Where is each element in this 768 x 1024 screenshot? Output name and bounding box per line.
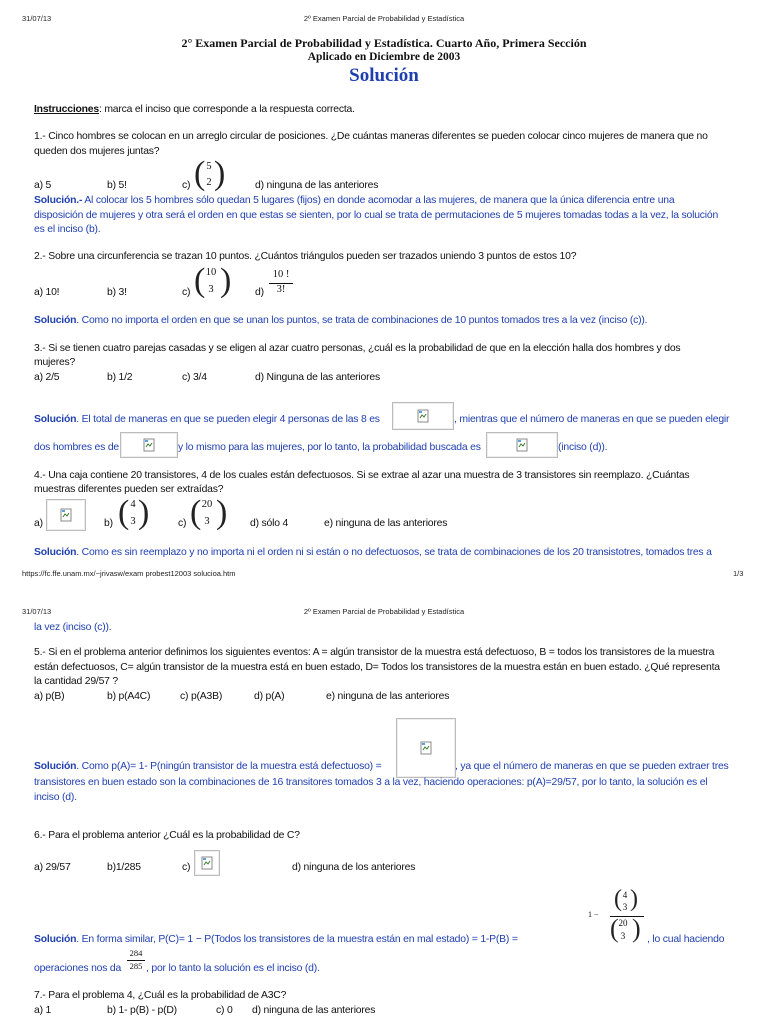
- q6-expr-top-a: 4: [622, 890, 628, 900]
- doc-title: 2° Examen Parcial de Probabilidad y Estadística. Cuarto Año, Primera Sección: [181, 36, 587, 50]
- broken-image-icon: [516, 438, 528, 452]
- broken-image-icon: [60, 508, 72, 522]
- q6-solution-text1b: , lo cual haciendo: [647, 934, 725, 945]
- q3-broken-image-3: [486, 432, 558, 458]
- print-date-2: 31/07/13: [22, 607, 52, 616]
- q5-line2: están defectuosos, C= algún transistor de la muestra está en buen estado, D= Todos los transistores de la muestra están en buen estado. ¿Qué representa: [34, 662, 720, 673]
- q7-option-a: a) 1: [34, 1005, 52, 1016]
- q1-option-a: a) 5: [34, 180, 52, 191]
- q6-option-a: a) 29/57: [34, 862, 71, 873]
- q4-broken-image: [46, 499, 86, 531]
- q1-option-b: b) 5!: [107, 180, 127, 191]
- q4-binom-c-top: 20: [201, 499, 213, 510]
- q3-solution-text1b: , mientras que el número de maneras en que se pueden elegir: [454, 414, 730, 425]
- q6-option-d: d) ninguna de los anteriores: [292, 862, 416, 873]
- q4-option-c: c): [178, 518, 187, 529]
- q5-line1: 5.- Si en el problema anterior definimos los siguientes eventos: A = algún transistor de la muestra está defectuoso, B = todos los transistores de la muestra: [34, 647, 715, 658]
- q3-option-c: c) 3/4: [182, 372, 207, 383]
- q1-solution-label: Solución.-: [34, 195, 83, 206]
- q5-option-c: c) p(A3B): [180, 691, 223, 702]
- q6-broken-image: [194, 850, 220, 876]
- q4-binomial-c: ( 20 3 ): [190, 494, 228, 531]
- q4-option-d: d) sólo 4: [250, 518, 289, 529]
- q3-solution-text2b: y lo mismo para las mujeres, por lo tanto, la probabilidad buscada es: [178, 442, 481, 453]
- q6-expression: 1 − ( 4 3 ) ( 20 3 ): [588, 890, 648, 948]
- q3-solution-text1a: . El total de maneras en que se pueden elegir 4 personas de las 8 es: [76, 414, 380, 425]
- q6-expr-one: 1 −: [588, 910, 599, 919]
- q6-option-c: c): [182, 862, 191, 873]
- q5-solution-text1a: . Como p(A)= 1- P(ningún transistor de la muestra está defectuoso) =: [76, 761, 382, 772]
- q5-solution-label: Solución: [34, 761, 77, 772]
- doc-subtitle: Aplicado en Diciembre de 2003: [307, 51, 461, 63]
- q5-solution-line1a: [34, 759, 381, 775]
- q3-option-b: b) 1/2: [107, 372, 133, 383]
- q2-option-c: c): [182, 287, 191, 298]
- q6-solution-text2a: operaciones nos da: [34, 963, 122, 974]
- q2-option-a: a) 10!: [34, 287, 60, 298]
- q4-binom-c-bot: 3: [204, 516, 210, 527]
- instructions-label: Instrucciones: [34, 104, 99, 115]
- q1-binom-top: 5: [206, 161, 212, 172]
- q5-broken-image: [396, 718, 456, 778]
- q7-option-b: b) 1- p(B) - p(D): [107, 1005, 177, 1016]
- footer-url: https://fc.ffe.unam.mx/~jrivasw/exam probest12003 solucioa.htm: [22, 569, 236, 578]
- q1-solution-line1: [34, 193, 674, 209]
- q6-line1: 6.- Para el problema anterior ¿Cuál es la probabilidad de C?: [34, 830, 300, 841]
- q1-solution-line2: disposición de mujeres y otra será el orden en que estas se sienten, por lo cual se trata de permutaciones de 5 mujeres tomadas todas a la vez, la solución: [34, 210, 719, 221]
- q3-option-d: d) Ninguna de las anteriores: [255, 372, 380, 383]
- q3-solution-text2a: dos hombres es de: [34, 442, 119, 453]
- q5-option-e: e) ninguna de las anteriores: [326, 691, 450, 702]
- q6-fraction: [126, 948, 146, 976]
- q2-frac-den: 3!: [276, 284, 286, 295]
- q7-line1: 7.- Para el problema 4, ¿Cuál es la probabilidad de A3C?: [34, 990, 287, 1001]
- broken-image-icon: [143, 438, 155, 452]
- q4-solution-text1: . Como es sin reemplazo y no importa ni el orden ni si están o no defectuosos, se trata de combinaciones de los 20 transistotres, tomados tres a: [76, 547, 712, 558]
- q7-option-d: d) ninguna de las anteriores: [252, 1005, 376, 1016]
- q2-frac-num: 10 !: [272, 269, 290, 280]
- q1-binomial: ( 5 2 ): [194, 155, 226, 192]
- q2-solution-label: Solución: [34, 315, 77, 326]
- q2-option-d: d): [255, 287, 264, 298]
- q5-option-d: d) p(A): [254, 691, 285, 702]
- q1-solution-line3: es el inciso (b).: [34, 224, 101, 235]
- q1-option-d: d) ninguna de las anteriores: [255, 180, 379, 191]
- q6-solution-text1: . En forma similar, P(C)= 1 − P(Todos los transistores de la muestra están en mal estado) = 1-P(B) =: [76, 934, 518, 945]
- q4-binom-b-top: 4: [130, 499, 136, 510]
- q5-solution-text1b: , ya que el número de maneras en que se pueden extraer tres: [455, 761, 729, 772]
- q2-option-b: b) 3!: [107, 287, 127, 298]
- q6-solution-line1: [34, 932, 644, 948]
- q2-solution-line1: [34, 313, 647, 329]
- q3-solution-text2c: (inciso (d)).: [558, 442, 608, 453]
- q5-option-a: a) p(B): [34, 691, 65, 702]
- q4-line2: muestras diferentes pueden ser extraídas?: [34, 484, 224, 495]
- q3-broken-image-2: [120, 432, 178, 458]
- q1-line2: queden dos mujeres juntas?: [34, 146, 160, 157]
- q4-solution-line2: la vez (inciso (c)).: [34, 622, 112, 633]
- print-title: 2º Examen Parcial de Probabilidad y Estadística: [303, 14, 465, 23]
- q4-binom-b-bot: 3: [130, 516, 136, 527]
- q3-broken-image-1: [392, 402, 454, 430]
- footer-page: 1/3: [733, 569, 744, 578]
- q2-binomial: ( 10 3 ): [194, 262, 232, 299]
- q6-frac-num: 284: [129, 948, 143, 958]
- instructions-text: : marca el inciso que corresponde a la respuesta correcta.: [98, 104, 355, 115]
- solucion-heading: Solución: [349, 65, 419, 86]
- q2-binom-bot: 3: [208, 284, 214, 295]
- q3-solution-label: Solución: [34, 414, 77, 425]
- q6-solution-label: Solución: [34, 934, 77, 945]
- q6-option-b: b)1/285: [107, 862, 141, 873]
- q3-line2: mujeres?: [34, 357, 76, 368]
- q4-binomial-b: ( 4 3 ): [118, 494, 150, 531]
- q4-solution-line1: [34, 545, 712, 561]
- q2-binom-top: 10: [205, 267, 217, 278]
- broken-image-icon: [417, 409, 429, 423]
- q4-option-b: b): [104, 518, 113, 529]
- q5-solution-line3: inciso (d).: [34, 792, 77, 803]
- q3-line1: 3.- Si se tienen cuatro parejas casadas y se eligen al azar cuatro personas, ¿cuál es la probabilidad de que en la elección halla dos hombres y dos: [34, 343, 681, 354]
- q2-line1: 2.- Sobre una circunferencia se trazan 10 puntos. ¿Cuántos triángulos pueden ser trazados uniendo 3 puntos de estos 10?: [34, 251, 577, 262]
- q3-solution-line1a: [34, 412, 380, 428]
- q2-solution-text1: . Como no importa el orden en que se unan los puntos, se trata de combinaciones de 10 puntos tomados tres a la vez (inciso (c)).: [76, 315, 648, 326]
- instructions: [34, 102, 355, 118]
- q4-option-e: e) ninguna de las anteriores: [324, 518, 448, 529]
- q1-binom-bot: 2: [206, 177, 212, 188]
- q1-line1: 1.- Cinco hombres se colocan en un arreglo circular de posiciones. ¿De cuántas maneras diferentes se pueden colocar cinco mujeres de manera que no: [34, 131, 708, 142]
- q6-solution-text2b: , por lo tanto la solución es el inciso (d).: [146, 963, 320, 974]
- print-title-2: 2º Examen Parcial de Probabilidad y Estadística: [303, 607, 465, 616]
- q6-expr-top-b: 3: [622, 902, 628, 912]
- q3-option-a: a) 2/5: [34, 372, 60, 383]
- q4-line1: 4.- Una caja contiene 20 transistores, 4 de los cuales están defectuosos. Si se extrae al azar una muestra de 3 transistores sin reemplazo. ¿Cuántas: [34, 470, 690, 481]
- q5-solution-line2: transistores en buen estado son la combinaciones de 16 transitores tomados 3 a la vez, haciendo operaciones: p(A)=29/57, por lo tanto, la solución es el: [34, 777, 708, 788]
- print-date: 31/07/13: [22, 14, 52, 23]
- q4-solution-label: Solución: [34, 547, 77, 558]
- q2-fraction: [268, 269, 294, 301]
- q7-option-c: c) 0: [216, 1005, 233, 1016]
- broken-image-icon: [201, 856, 213, 870]
- q5-option-b: b) p(A4C): [107, 691, 151, 702]
- q6-frac-den: 285: [129, 961, 143, 971]
- q1-option-c: c): [182, 180, 191, 191]
- broken-image-icon: [420, 741, 432, 755]
- q6-expr-bot-a: 20: [618, 918, 628, 928]
- q1-solution-text1: Al colocar los 5 hombres sólo quedan 5 lugares (fijos) en donde acomodar a las mujeres, de manera que la única diferencia entre una: [82, 195, 675, 206]
- q6-expr-bot-b: 3: [620, 931, 626, 941]
- q5-line3: la cantidad 29/57 ?: [34, 676, 119, 687]
- q4-option-a: a): [34, 518, 43, 529]
